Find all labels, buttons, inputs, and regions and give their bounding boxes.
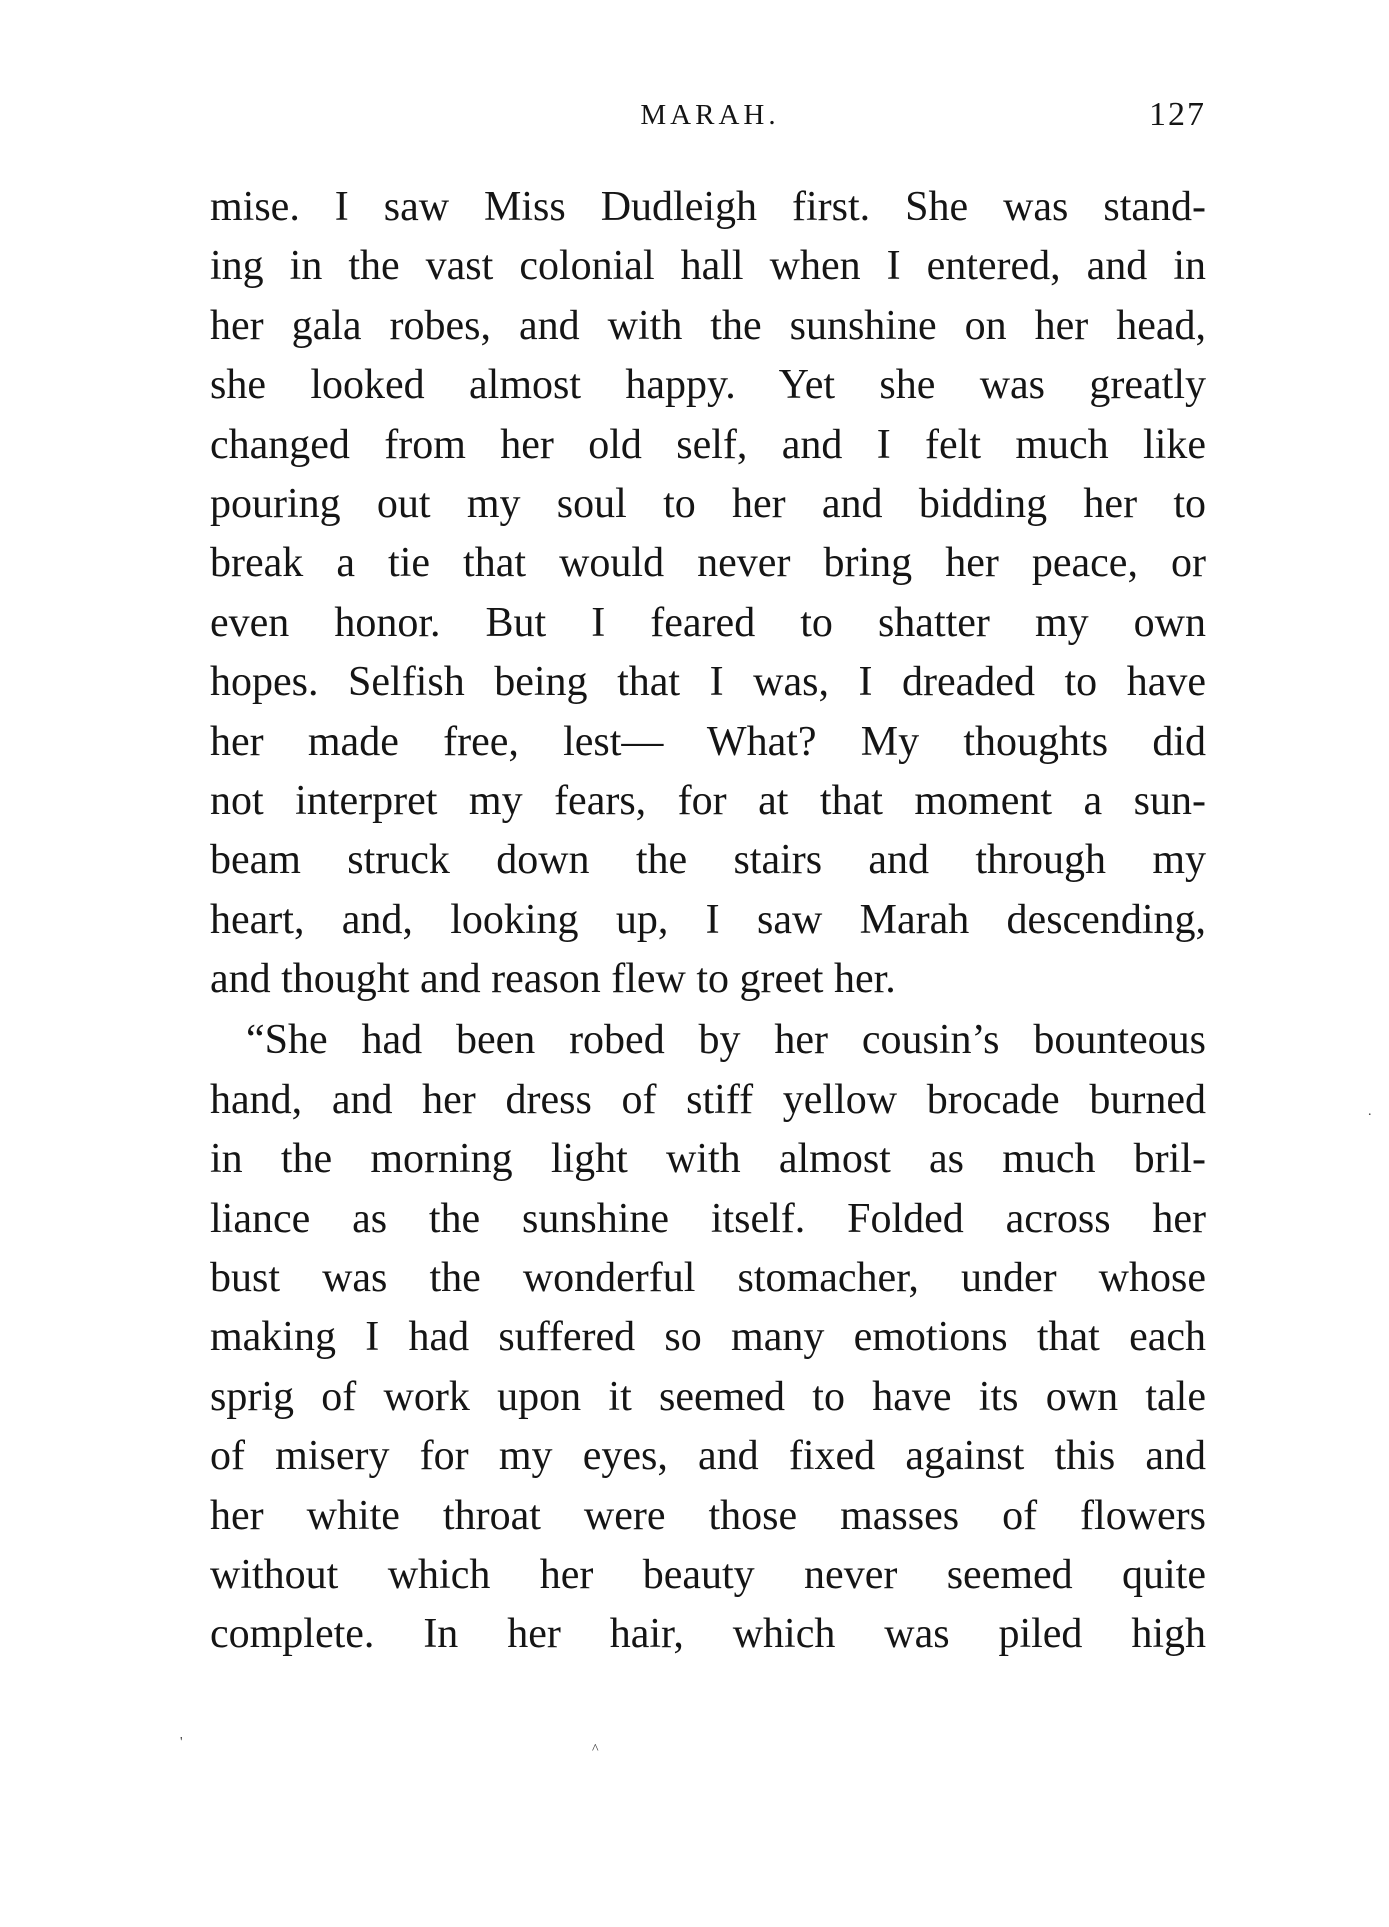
text-line: changed from her old self, and I felt much like [210, 421, 1206, 468]
text-line: her white throat were those masses of flowers [210, 1492, 1206, 1539]
text-line: sprig of work upon it seemed to have its own tale [210, 1373, 1206, 1420]
text-line: “She had been robed by her cousin’s bounteous [246, 1017, 1206, 1064]
text-line: of misery for my eyes, and fixed against this and [210, 1433, 1206, 1480]
text-line: hand, and her dress of stiff yellow brocade burned [210, 1076, 1206, 1123]
ink-speck: . [1368, 1104, 1372, 1119]
text-line: and thought and reason flew to greet her. [210, 956, 896, 1003]
text-line: bust was the wonderful stomacher, under whose [210, 1255, 1206, 1302]
text-line: pouring out my soul to her and bidding her to [210, 480, 1206, 527]
text-line: in the morning light with almost as much bril- [210, 1136, 1206, 1183]
ink-speck: ^ [592, 1742, 599, 1757]
running-title: MARAH. [640, 99, 780, 131]
text-line: beam struck down the stairs and through my [210, 837, 1206, 884]
text-line: ing in the vast colonial hall when I entered, and in [210, 243, 1206, 290]
text-line: heart, and, looking up, I saw Marah descending, [210, 896, 1206, 943]
running-head [210, 90, 1210, 140]
text-line: complete. In her hair, which was piled high [210, 1611, 1206, 1658]
text-line: hopes. Selfish being that I was, I dreaded to have [210, 659, 1206, 706]
text-line: liance as the sunshine itself. Folded across her [210, 1195, 1206, 1242]
text-line: break a tie that would never bring her peace, or [210, 540, 1206, 587]
text-line: without which her beauty never seemed quite [210, 1551, 1206, 1598]
text-line: not interpret my fears, for at that moment a sun- [210, 777, 1206, 824]
text-line: mise. I saw Miss Dudleigh first. She was stand- [210, 184, 1206, 230]
text-line: she looked almost happy. Yet she was greatly [210, 362, 1206, 409]
ink-speck: ' [180, 1735, 183, 1750]
text-line: making I had suffered so many emotions that each [210, 1314, 1206, 1361]
text-line: even honor. But I feared to shatter my own [210, 599, 1206, 646]
page-number: 127 [1149, 96, 1206, 133]
text-line: her made free, lest— What? My thoughts did [210, 718, 1206, 765]
text-line: her gala robes, and with the sunshine on her head, [210, 302, 1206, 349]
body-text [210, 178, 1206, 1665]
